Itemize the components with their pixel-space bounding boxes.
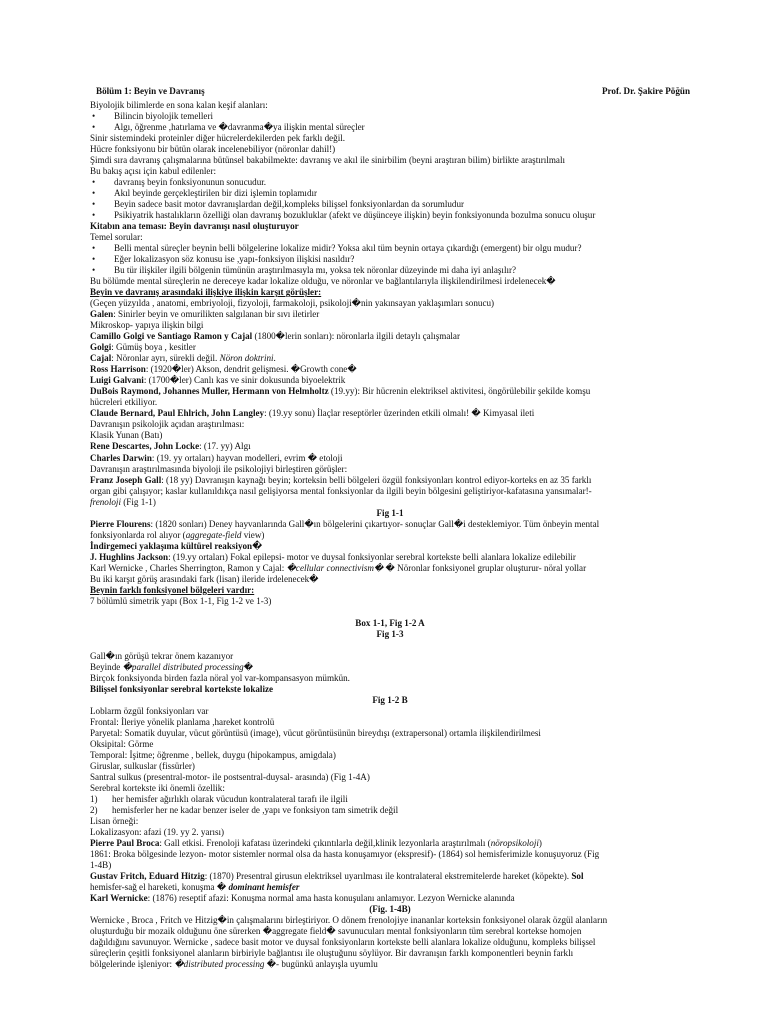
line-text: : (19. yy ortaları) hayvan modelleri, evrim � etoloji [151,452,343,463]
figure-reference [90,618,690,629]
line-text: Box 1-1, Fig 1-2 A [355,617,425,628]
text-line [90,486,690,497]
line-text: Beyinde [90,661,123,672]
text-line [90,155,690,166]
numbered-item [90,805,690,816]
bullet-item [90,254,690,265]
text-line [90,849,690,860]
text-line [90,772,690,783]
text-line [90,651,690,662]
line-text: : Gall etkisi. Frenoloji kafatası üzerindeki çıkıntılarla değil,klinik lezyonlarla araştırılmalı ( [159,838,491,849]
line-text: Loblarm özgül fonksiyonları var [90,705,209,716]
text-line [90,783,690,794]
text-line [90,298,690,309]
text-line [90,464,690,475]
line-text: dağıldığını savunuyor. Wernicke , sadece basit motor ve duysal fonksiyonların kortekste belli alanlara lokalize olduğunu, kompleks bilişsel [90,937,596,948]
line-text: Temporal: İşitme; öğrenme , bellek, duygu (hipokampus, amigdala) [90,749,336,760]
bold-term: Sol [571,871,584,882]
line-text: : (17. yy) Algı [199,441,251,452]
text-line [90,871,690,882]
line-text: Davranışın araştırılmasında biyoloji ile psikolojiyi birleştiren görüşler: [90,463,348,474]
text-line [90,342,690,353]
italic-term: �parallel distributed processing [122,661,244,672]
line-text: 1-4B) [90,860,112,871]
line-text: Bu bakış açısı için kabul edilenler: [90,166,217,177]
line-text: Davranışın psikolojik açıdan araştırılması: [90,419,245,430]
line-text: Akıl beyinde gerçekleştirilen bir dizi işlemin toplamıdır [114,188,318,199]
text-line [90,364,690,375]
bold-name: Claude Bernard, Paul Ehlrich, John Langley [90,408,265,419]
text-line [90,673,690,684]
italic-term: frenoloji [90,496,121,507]
blank-line [90,607,690,618]
line-text: (Geçen yüzyılda , anatomi, embriyoloji, fizyoloji, farmakoloji, psikoloji�nin yakınsayan yaklaşımları sonucu) [90,298,495,309]
line-text-tail: ) [538,838,542,849]
text-line [90,331,690,342]
bold-name: Franz Joseph Gall [90,474,162,485]
line-text-tail: (Fig 1-1) [120,496,156,507]
text-line [90,475,690,486]
text-line [90,419,690,430]
line-text: hemisfer-sağ el hareketi, konuşma � [90,882,229,893]
author-name: Prof. Dr. Şakire Pöğün [602,86,690,96]
text-line [90,100,690,111]
line-text: : (1870) Presentral girusun elektriksel uyarılması ile kontralateral ekstremitelerde hareket (köpekte). [204,871,572,882]
italic-term: �cellular connectivism� [286,562,384,573]
line-text: : (18 yy) Davranışın kaynağı beyin; korteksin belli bölgeleri özgül fonksiyonları kontrol ediyor-korteks en az 35 farklı [161,474,592,485]
line-text: Klasik Yunan (Batı) [90,430,163,441]
italic-term: nöropsikoloji [490,838,539,849]
text-line [90,838,690,849]
line-text: Bu iki karşıt görüş arasındaki fark (lisan) ileride irdelenecek� [90,573,319,584]
text-line [90,882,690,893]
bold-name: Gustav Fritch, Eduard Hitzig [90,871,205,882]
line-text: 7 bölümlü simetrik yapı (Box 1-1, Fig 1-2 ve 1-3) [90,595,272,606]
bold-name: Golgi [90,342,112,353]
line-text: Psikiyatrik hastalıkların özelliği olan davranış bozukluklar (afekt ve düşünceye ilişkin) beyin fonksiyonunda bozulma sonucu oluşur [114,210,596,221]
text-line [90,320,690,331]
line-text: bölgelerinde işleniyor: [90,959,175,970]
bold-name: Luigi Galvani [90,375,144,386]
figure-reference [90,695,690,706]
bullet-item [90,177,690,188]
text-line [90,860,690,871]
text-line [90,761,690,772]
line-text: fonksiyonlarda rol alıyor ( [90,529,186,540]
line-text-tail: � Nöronlar fonksiyonel gruplar oluşturur- nöral yollar [383,562,587,573]
line-text: Eğer lokalizasyon söz konusu ise ,yapı-fonksiyon ilişkisi nasıldır? [114,254,355,265]
text-line [90,453,690,464]
line-text: Giruslar, sulkuslar (fissürler) [90,760,195,771]
section-heading [90,287,690,298]
list-number: 1) [90,793,98,804]
text-line [90,408,690,419]
bold-name: Pierre Flourens [90,518,151,529]
bold-name: Camillo Golgi ve Santiago Ramon y Cajal [90,331,253,342]
line-text: Biyolojik bilimlerde en sona kalan keşif alanları: [90,100,268,110]
line-text: Paryetal: Somatik duyular, vücut görüntüsü (image), vücut görüntüsünün bireydışı (extrapersonal) ortamla ilişkilendirilmesi [90,727,541,738]
section-heading [90,221,690,232]
bold-name: DuBois Raymond, Johannes Muller, Hermann von Helmholtz [90,386,329,397]
bold-name: Karl Wernicke [90,893,148,904]
text-line [90,232,690,243]
line-text: Bu tür ilişkiler ilgili bölgenin tümünün araştırılmasıyla mı, yoksa tek nöronlar düzeyinde mi daha iyi anlaşılır? [114,265,517,276]
figure-reference [90,629,690,640]
bold-name: Galen [90,309,114,320]
bullet-item [90,199,690,210]
line-text: Lokalizasyon: afazi (19. yy 2. yarısı) [90,827,225,838]
line-text: Oksipital: Görme [90,738,154,749]
line-text: Karl Wernicke , Charles Sherrington, Ramon y Cajal: [90,562,287,573]
line-text: Temel sorular: [90,232,143,243]
text-line [90,728,690,739]
line-text: Algı, öğrenme ,hatırlama ve �davranma�ya ilişkin mental süreçler [114,122,365,133]
text-line [90,144,690,155]
line-text: (1800�lerin sonları): nöronlarla ilgili detaylı çalışmalar [252,331,460,342]
line-text: davranış beyin fonksiyonunun sonucudur. [114,177,267,188]
text-line [90,430,690,441]
line-text: Birçok fonksiyonda birden fazla nöral yol var-kompansasyon mümkün. [90,672,350,683]
text-line [90,750,690,761]
text-line [90,948,690,959]
numbered-item [90,794,690,805]
text-line [90,596,690,607]
line-text: Santral sulkus (presentral-motor- ile postsentral-duysal- arasında) (Fig 1-4A) [90,771,370,782]
text-line [90,375,690,386]
line-text: İndirgemeci yaklaşıma kültürel reaksiyon� [90,540,263,551]
line-text: Fig 1-2 B [372,694,408,705]
line-text: Beyin sadece basit motor davranışlardan değil,kompleks bilişsel fonksiyonlardan da sorumludur [114,199,465,210]
bold-name: J. Hughlins Jackson [90,551,169,562]
text-line [90,717,690,728]
text-line [90,519,690,530]
italic-term: aggregate-field [185,529,242,540]
italic-term: Nöron doktrini [219,353,274,364]
text-line [90,706,690,717]
bullet-item [90,111,690,122]
line-text: Hücre fonksiyonu bir bütün olarak incelenebiliyor (nöronlar dahil!) [90,144,336,155]
text-line [90,827,690,838]
line-text: : (19.yy sonu) İlaçlar reseptörler üzerinden etkili olmalı! � Kimyasal ileti [264,408,535,419]
section-heading [90,684,690,695]
document-page [90,86,690,970]
bullet-item [90,188,690,199]
line-text: Bilincin biyolojik temelleri [114,111,214,122]
line-text: her hemisfer ağırlıklı olarak vücudun kontralateral tarafı ile ilgili [112,793,348,804]
text-line [90,552,690,563]
blank-line [90,640,690,651]
text-line [90,497,690,508]
line-text: organ gibi çalışıyor; kaslar kullanıldıkça nasıl gelişiyorsa mental fonksiyonlar da ilgili beyin bölgesini geliştiriyor-kafatasına yansımalar!- [90,485,592,496]
text-line [90,662,690,673]
text-line [90,386,690,397]
page-header [90,86,690,100]
line-text: 1861: Broka bölgesinde lezyon- motor sistemler normal olsa da hasta konuşamıyor (ekspresif)- (1864) sol hemisferimizle konuşuyoruz (Fig [90,849,600,860]
line-text: : (1700�ler) Canlı kas ve sinir dokusunda biyoelektrik [143,375,346,386]
line-text: : Sinirler beyin ve omurilikten salgılanan bir sıvı iletirler [113,309,320,320]
line-text: Mikroskop- yapıya ilişkin bilgi [90,320,204,331]
line-text: : Nöronlar ayrı, sürekli değil. [111,353,220,364]
text-line [90,816,690,827]
line-text: Bilişsel fonksiyonlar serebral kortekste lokalize [90,683,274,694]
chapter-title: Bölüm 1: Beyin ve Davranış [96,86,205,96]
section-heading [90,541,690,552]
line-text: hemisferler her ne kadar benzer iseler de ,yapı ve fonksiyon tam simetrik değil [112,805,399,815]
line-text: süreçlerin çeşitli fonksiyonel alanların birbiriyle bağlantısı ile oluştuğunu söylüyor. Bir davranışın farklı komponentleri beynin farklı [90,948,574,959]
text-line [90,915,690,926]
line-text-tail: view) [241,529,265,540]
text-line [90,397,690,408]
line-text-tail: � [243,661,254,672]
text-line [90,893,690,904]
italic-term: �distributed processing [174,959,265,970]
bullet-item [90,210,690,221]
text-line [90,166,690,177]
section-heading [90,585,690,596]
line-text: oluşturduğu bir mozaik olduğunu öne sürerken �aggregate field� savunucuları mental fonksiyonların tüm serebral kortekse homojen [90,926,582,937]
text-line [90,937,690,948]
bold-name: Rene Descartes, John Locke [90,441,200,452]
list-number: 2) [90,805,98,815]
line-text: Frontal: İleriye yönelik planlama ,hareket kontrolü [90,716,275,727]
line-text-tail: . [273,353,276,364]
bold-name: Charles Darwin [90,452,152,463]
text-line [90,959,690,970]
line-text: Bu bölümde mental süreçlerin ne dereceye kadar lokalize olduğu, ve nöronlar ve bağlantılarıyla ilişkilendirilmesi irdelenecek� [90,276,556,287]
line-text: : (1876) reseptif afazi: Konuşma normal ama hasta konuşulanı anlamıyor. Lezyon Wernicke alanında [147,893,515,904]
line-text: Beynin farklı fonksiyonel bölgeleri vardır: [90,584,255,595]
line-text: (19.yy): Bir hücrenin elektriksel aktivitesi, öngörülebilir şekilde komşu [328,386,591,397]
line-text-tail: �- bugünkü anlayışla uyumlu [264,959,378,970]
text-line [90,353,690,364]
text-line [90,574,690,585]
line-text: Fig 1-1 [376,507,404,518]
text-line [90,563,690,574]
text-line [90,530,690,541]
line-text: Gall�ın görüşü tekrar önem kazanıyor [90,650,234,661]
bold-name: Cajal [90,353,112,364]
line-text: Kitabın ana teması: Beyin davranışı nasıl oluşturuyor [90,221,299,232]
bullet-item [90,122,690,133]
line-text: Şimdi sıra davranış çalışmalarına bütünsel bakabilmekte: davranış ve akıl ile sinirbilim (beyni araştıran bilim) birlikte araştırılmalı [90,155,566,166]
bullet-item [90,265,690,276]
text-line [90,441,690,452]
line-text: Serebral kortekste iki önemli özellik: [90,782,225,793]
line-text: Wernicke , Broca , Fritch ve Hitzig�in çalışmalarını birleştiriyor. O dönem frenolojiye inananlar korteksin fonksiyonel olarak özgül alanların [90,915,608,926]
document-body [90,100,690,970]
bold-name: Pierre Paul Broca [90,838,160,849]
line-text: hücreleri etkiliyor. [90,397,158,408]
line-text: Lisan örneği: [90,816,139,827]
bold-name: Ross Harrison [90,364,146,375]
line-text: : (1820 sonları) Deney hayvanlarında Gall�ın bölgelerini çıkartıyor- sonuçlar Gall�i desteklemiyor. Tüm önbeyin mental [150,518,600,529]
line-text: : (19.yy ortaları) Fokal epilepsi- motor ve duysal fonksiyonlar serebral kortekste belli alanlara lokalize edilebilir [168,551,576,562]
text-line [90,739,690,750]
text-line [90,926,690,937]
line-text: : Gümüş boya , kesitler [111,342,196,353]
text-line [90,133,690,144]
text-line [90,276,690,287]
figure-reference [90,904,690,915]
bold-italic-term: dominant hemisfer [228,882,300,893]
line-text: (Fig. 1-4B) [369,904,411,915]
text-line [90,309,690,320]
line-text: Sinir sistemindeki proteinler diğer hücrelerdekilerden pek farklı değil. [90,133,346,144]
line-text: : (1920�ler) Akson, dendrit gelişmesi. �Growth cone� [145,364,357,375]
line-text: Fig 1-3 [376,628,404,639]
bullet-item [90,243,690,254]
line-text: Beyin ve davranış arasındaki ilişkiye ilişkin karşıt görüşler: [90,287,322,298]
figure-reference [90,508,690,519]
line-text: Belli mental süreçler beynin belli bölgelerine lokalize midir? Yoksa akıl tüm beynin ortaya çıkardığı (emergent) bir olgu mudur? [114,243,582,254]
